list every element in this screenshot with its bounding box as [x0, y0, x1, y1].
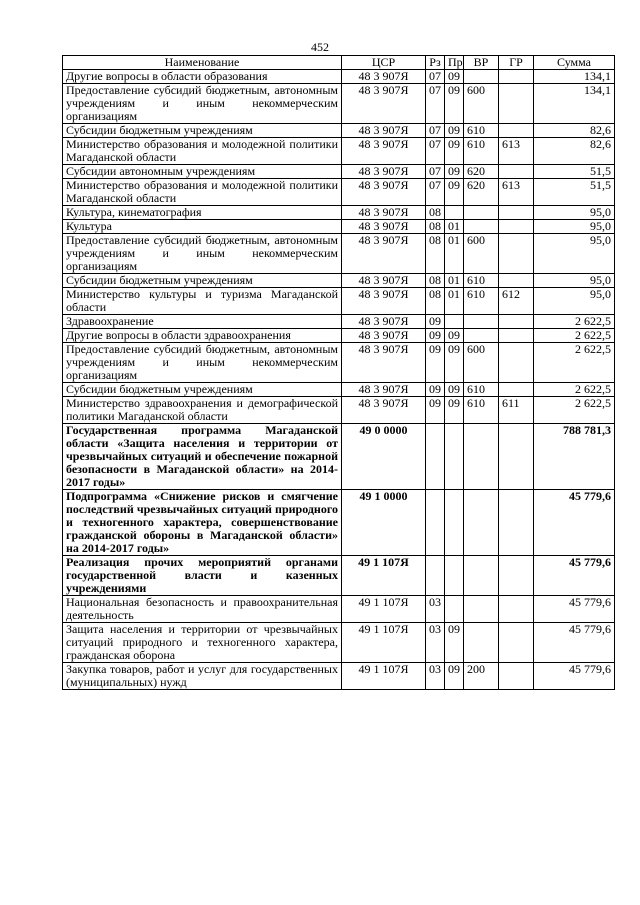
cell-vr: 200: [464, 663, 499, 690]
cell-csr: 49 0 0000: [342, 424, 426, 490]
cell-vr: [464, 206, 499, 220]
cell-rz: 09: [426, 329, 445, 343]
cell-rz: 08: [426, 206, 445, 220]
cell-rz: 03: [426, 663, 445, 690]
cell-rz: 09: [426, 397, 445, 424]
table-row: [63, 596, 615, 623]
cell-vr: [464, 315, 499, 329]
cell-gr: [499, 165, 534, 179]
cell-sum: 2 622,5: [534, 343, 615, 383]
cell-pr: 01: [445, 274, 464, 288]
cell-gr: [499, 206, 534, 220]
cell-pr: [445, 206, 464, 220]
cell-vr: [464, 556, 499, 596]
cell-pr: [445, 556, 464, 596]
cell-vr: [464, 596, 499, 623]
cell-sum: 45 779,6: [534, 596, 615, 623]
cell-name: Другие вопросы в области здравоохранения: [63, 329, 342, 343]
cell-name: Реализация прочих мероприятий органами государственной власти и казенных учреждениями: [63, 556, 342, 596]
cell-rz: 09: [426, 315, 445, 329]
cell-rz: 07: [426, 179, 445, 206]
table-row: [63, 70, 615, 84]
table-body: [63, 70, 615, 690]
cell-sum: 2 622,5: [534, 383, 615, 397]
cell-csr: 48 3 907Я: [342, 84, 426, 124]
cell-gr: 613: [499, 179, 534, 206]
cell-gr: [499, 424, 534, 490]
cell-csr: 48 3 907Я: [342, 274, 426, 288]
cell-vr: 610: [464, 138, 499, 165]
cell-vr: [464, 490, 499, 556]
cell-name: Министерство культуры и туризма Магаданской области: [63, 288, 342, 315]
cell-vr: [464, 70, 499, 84]
cell-sum: 45 779,6: [534, 490, 615, 556]
cell-rz: 07: [426, 84, 445, 124]
cell-name: Закупка товаров, работ и услуг для государственных (муниципальных) нужд: [63, 663, 342, 690]
table-row: [63, 397, 615, 424]
cell-csr: 49 1 107Я: [342, 663, 426, 690]
cell-gr: [499, 315, 534, 329]
page-number: 452: [311, 40, 329, 54]
cell-csr: 48 3 907Я: [342, 329, 426, 343]
cell-rz: 09: [426, 343, 445, 383]
table-row: [63, 206, 615, 220]
cell-sum: 95,0: [534, 234, 615, 274]
cell-gr: [499, 220, 534, 234]
cell-csr: 48 3 907Я: [342, 315, 426, 329]
table-row: [63, 424, 615, 490]
cell-pr: 09: [445, 84, 464, 124]
cell-csr: 48 3 907Я: [342, 383, 426, 397]
cell-sum: 82,6: [534, 124, 615, 138]
cell-rz: 09: [426, 383, 445, 397]
cell-rz: [426, 556, 445, 596]
cell-csr: 48 3 907Я: [342, 165, 426, 179]
cell-csr: 49 1 107Я: [342, 596, 426, 623]
cell-vr: 600: [464, 234, 499, 274]
header-gr: ГР: [499, 56, 534, 70]
table-row: [63, 623, 615, 663]
header-name: Наименование: [63, 56, 342, 70]
table-row: [63, 124, 615, 138]
cell-name: Другие вопросы в области образования: [63, 70, 342, 84]
cell-sum: 95,0: [534, 274, 615, 288]
cell-gr: [499, 623, 534, 663]
cell-csr: 48 3 907Я: [342, 179, 426, 206]
cell-sum: 82,6: [534, 138, 615, 165]
cell-pr: [445, 315, 464, 329]
cell-csr: 48 3 907Я: [342, 138, 426, 165]
cell-vr: [464, 623, 499, 663]
cell-pr: [445, 424, 464, 490]
cell-pr: 09: [445, 179, 464, 206]
cell-name: Национальная безопасность и правоохранительная деятельность: [63, 596, 342, 623]
cell-sum: 51,5: [534, 179, 615, 206]
cell-vr: 610: [464, 288, 499, 315]
header-pr: Пр: [445, 56, 464, 70]
table-row: [63, 343, 615, 383]
cell-vr: 610: [464, 397, 499, 424]
cell-sum: 45 779,6: [534, 663, 615, 690]
cell-gr: [499, 663, 534, 690]
cell-rz: 08: [426, 288, 445, 315]
cell-csr: 48 3 907Я: [342, 234, 426, 274]
cell-name: Культура: [63, 220, 342, 234]
cell-vr: 610: [464, 383, 499, 397]
cell-rz: [426, 424, 445, 490]
cell-gr: [499, 596, 534, 623]
cell-pr: 09: [445, 70, 464, 84]
cell-vr: [464, 329, 499, 343]
cell-gr: [499, 383, 534, 397]
cell-name: Субсидии автономным учреждениям: [63, 165, 342, 179]
cell-gr: [499, 490, 534, 556]
cell-sum: 45 779,6: [534, 623, 615, 663]
cell-csr: 48 3 907Я: [342, 343, 426, 383]
header-csr: ЦСР: [342, 56, 426, 70]
cell-pr: 01: [445, 234, 464, 274]
table-row: [63, 179, 615, 206]
cell-sum: 134,1: [534, 70, 615, 84]
cell-vr: 610: [464, 124, 499, 138]
table-row: [63, 274, 615, 288]
cell-gr: [499, 329, 534, 343]
cell-sum: 95,0: [534, 288, 615, 315]
cell-name: Субсидии бюджетным учреждениям: [63, 383, 342, 397]
cell-sum: 95,0: [534, 220, 615, 234]
cell-vr: 620: [464, 179, 499, 206]
cell-name: Здравоохранение: [63, 315, 342, 329]
cell-pr: 09: [445, 165, 464, 179]
cell-pr: 09: [445, 623, 464, 663]
cell-pr: 01: [445, 288, 464, 315]
table-row: [63, 165, 615, 179]
cell-csr: 48 3 907Я: [342, 397, 426, 424]
cell-rz: [426, 490, 445, 556]
cell-vr: 600: [464, 343, 499, 383]
table-row: [63, 490, 615, 556]
cell-rz: 07: [426, 124, 445, 138]
table-row: [63, 288, 615, 315]
cell-gr: [499, 343, 534, 383]
cell-vr: [464, 220, 499, 234]
cell-name: Подпрограмма «Снижение рисков и смягчение последствий чрезвычайных ситуаций природного и техногенного характера, совершенствование гражданской обороны в Магаданской области» на 2014-2017 годы»: [63, 490, 342, 556]
cell-csr: 49 1 107Я: [342, 623, 426, 663]
cell-gr: 612: [499, 288, 534, 315]
table-header-row: [63, 56, 615, 70]
header-sum: Сумма: [534, 56, 615, 70]
cell-sum: 2 622,5: [534, 315, 615, 329]
cell-rz: 08: [426, 274, 445, 288]
cell-pr: 09: [445, 383, 464, 397]
cell-pr: 09: [445, 329, 464, 343]
cell-gr: [499, 234, 534, 274]
cell-name: Субсидии бюджетным учреждениям: [63, 124, 342, 138]
cell-sum: 134,1: [534, 84, 615, 124]
cell-vr: 600: [464, 84, 499, 124]
cell-name: Культура, кинематография: [63, 206, 342, 220]
cell-gr: [499, 124, 534, 138]
table-row: [63, 663, 615, 690]
cell-csr: 48 3 907Я: [342, 206, 426, 220]
cell-gr: 611: [499, 397, 534, 424]
cell-pr: [445, 490, 464, 556]
cell-rz: 03: [426, 623, 445, 663]
cell-sum: 95,0: [534, 206, 615, 220]
cell-rz: 08: [426, 220, 445, 234]
cell-sum: 2 622,5: [534, 329, 615, 343]
cell-name: Государственная программа Магаданской области «Защита населения и территории от чрезвычайных ситуаций и обеспечение пожарной безопасности в Магаданской области» на 2014-2017 годы»: [63, 424, 342, 490]
cell-name: Предоставление субсидий бюджетным, автономным учреждениям и иным некоммерческим организациям: [63, 84, 342, 124]
header-vr: ВР: [464, 56, 499, 70]
table-row: [63, 220, 615, 234]
cell-pr: 09: [445, 397, 464, 424]
cell-pr: 09: [445, 138, 464, 165]
cell-gr: [499, 274, 534, 288]
cell-rz: 07: [426, 138, 445, 165]
cell-csr: 48 3 907Я: [342, 70, 426, 84]
cell-csr: 48 3 907Я: [342, 220, 426, 234]
cell-csr: 49 1 0000: [342, 490, 426, 556]
table-row: [63, 234, 615, 274]
table-row: [63, 138, 615, 165]
cell-rz: 08: [426, 234, 445, 274]
cell-gr: [499, 84, 534, 124]
cell-sum: 45 779,6: [534, 556, 615, 596]
cell-gr: [499, 70, 534, 84]
cell-sum: 2 622,5: [534, 397, 615, 424]
cell-pr: 01: [445, 220, 464, 234]
cell-pr: 09: [445, 124, 464, 138]
cell-vr: [464, 424, 499, 490]
cell-name: Министерство здравоохранения и демографической политики Магаданской области: [63, 397, 342, 424]
cell-rz: 07: [426, 165, 445, 179]
cell-name: Защита населения и территории от чрезвычайных ситуаций природного и техногенного характера, гражданская оборона: [63, 623, 342, 663]
cell-name: Министерство образования и молодежной политики Магаданской области: [63, 179, 342, 206]
cell-pr: 09: [445, 343, 464, 383]
cell-csr: 49 1 107Я: [342, 556, 426, 596]
cell-pr: [445, 596, 464, 623]
cell-sum: 51,5: [534, 165, 615, 179]
table-row: [63, 315, 615, 329]
cell-pr: 09: [445, 663, 464, 690]
table-row: [63, 383, 615, 397]
cell-vr: 620: [464, 165, 499, 179]
cell-name: Субсидии бюджетным учреждениям: [63, 274, 342, 288]
cell-name: Предоставление субсидий бюджетным, автономным учреждениям и иным некоммерческим организациям: [63, 343, 342, 383]
cell-rz: 03: [426, 596, 445, 623]
cell-gr: 613: [499, 138, 534, 165]
cell-gr: [499, 556, 534, 596]
budget-table: [62, 55, 615, 690]
cell-name: Предоставление субсидий бюджетным, автономным учреждениям и иным некоммерческим организациям: [63, 234, 342, 274]
cell-csr: 48 3 907Я: [342, 124, 426, 138]
header-rz: Рз: [426, 56, 445, 70]
table-row: [63, 556, 615, 596]
cell-sum: 788 781,3: [534, 424, 615, 490]
cell-vr: 610: [464, 274, 499, 288]
table-row: [63, 84, 615, 124]
table-row: [63, 329, 615, 343]
cell-rz: 07: [426, 70, 445, 84]
cell-csr: 48 3 907Я: [342, 288, 426, 315]
cell-name: Министерство образования и молодежной политики Магаданской области: [63, 138, 342, 165]
